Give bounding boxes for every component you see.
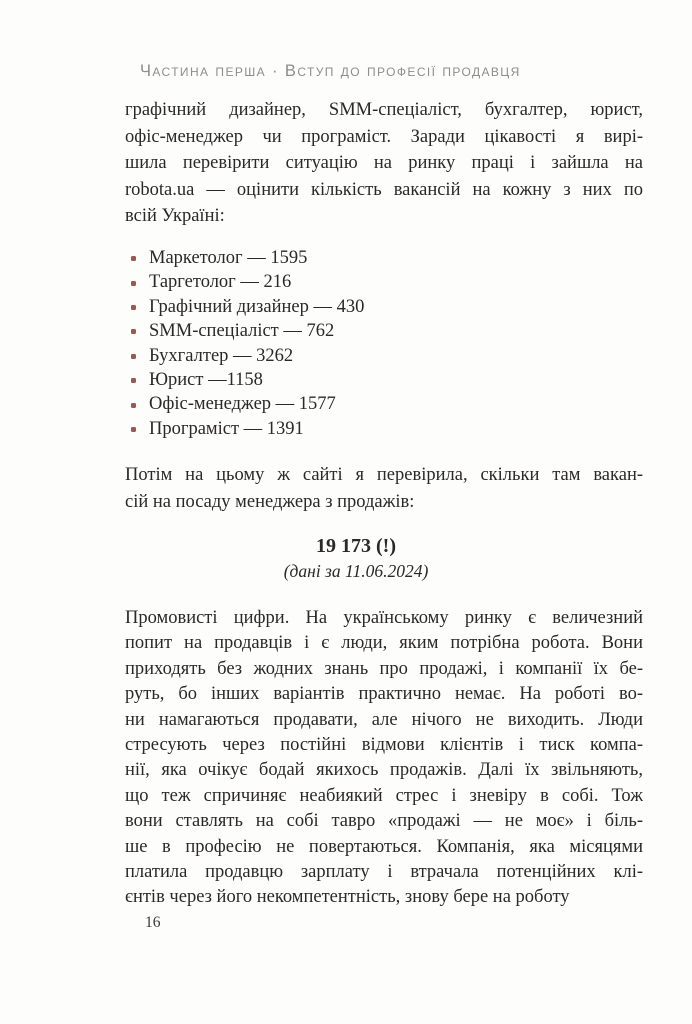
vacancy-item-label: Маркетолог — 1595 bbox=[149, 248, 308, 268]
bullet-icon bbox=[131, 427, 136, 432]
bullet-icon bbox=[131, 378, 136, 383]
text-line: попит на продавців і є люди, яким потрібна робота. Вони bbox=[125, 633, 643, 654]
vacancy-list bbox=[131, 246, 631, 441]
vacancy-item-label: SMM-спеціаліст — 762 bbox=[149, 321, 335, 342]
vacancy-list-item bbox=[131, 246, 631, 270]
bullet-icon bbox=[131, 329, 136, 334]
text-line: шила перевірити ситуацію на ринку праці і зайшла на bbox=[125, 153, 643, 173]
vacancy-item-label: Бухгалтер — 3262 bbox=[149, 345, 294, 366]
stat-date-note: (дані за 11.06.2024) bbox=[283, 561, 429, 581]
vacancy-list-item bbox=[131, 319, 631, 343]
paragraph-intro bbox=[125, 97, 643, 230]
vacancy-count-stat: 19 173 (!) bbox=[316, 535, 396, 557]
text-line: єнтів через його некомпетентність, знову бере на роботу bbox=[125, 887, 570, 908]
paragraph-analysis bbox=[125, 606, 643, 911]
vacancy-list-item bbox=[131, 270, 631, 294]
text-line: офіс-менеджер чи програміст. Заради цікавості я вирі- bbox=[125, 126, 643, 147]
text-line: руть, бо інших варіантів практично немає. На роботі во- bbox=[125, 684, 643, 705]
text-line: платила продавцю зарплату і втрачала потенційних клі- bbox=[125, 862, 643, 883]
vacancy-list-item bbox=[131, 392, 631, 416]
running-header: Частина перша · Вступ до професії продавця bbox=[140, 62, 521, 80]
vacancy-list-item bbox=[131, 417, 631, 441]
vacancy-item-label: Графічний дизайнер — 430 bbox=[149, 296, 365, 317]
vacancy-item-label: Офіс-менеджер — 1577 bbox=[149, 394, 336, 415]
vacancy-list-item bbox=[131, 344, 631, 368]
bullet-icon bbox=[131, 256, 136, 261]
paragraph-followup bbox=[125, 462, 643, 515]
bullet-icon bbox=[131, 281, 136, 286]
vacancy-item-label: Програміст — 1391 bbox=[149, 418, 304, 439]
text-line: графічний дизайнер, SMM-спеціаліст, бухгалтер, юрист, bbox=[125, 100, 643, 120]
text-line: вони ставлять на собі тавро «продажі — не моє» і біль- bbox=[125, 811, 643, 832]
text-line: Потім на цьому ж сайті я перевірила, скільки там вакан- bbox=[125, 465, 643, 485]
bullet-icon bbox=[131, 354, 136, 359]
text-line: сій на посаду менеджера з продажів: bbox=[125, 491, 415, 512]
bullet-icon bbox=[131, 305, 136, 310]
bullet-icon bbox=[131, 403, 136, 408]
page-number: 16 bbox=[145, 914, 161, 931]
text-line: стресують через постійні відмови клієнтів і тиск компа- bbox=[125, 735, 643, 756]
text-line: robota.ua — оцінити кількість вакансій на кожну з них по bbox=[125, 179, 643, 200]
vacancy-item-label: Таргетолог — 216 bbox=[149, 272, 292, 293]
text-line: Промовисті цифри. На українському ринку є величезний bbox=[125, 608, 643, 628]
vacancy-item-label: Юрист —1158 bbox=[149, 370, 263, 391]
text-line: що теж спричиняє неабиякий стрес і зневіру в собі. Тож bbox=[125, 785, 643, 806]
text-line: всій Україні: bbox=[125, 206, 225, 226]
text-line: ни намагаються продавати, але нічого не виходить. Люди bbox=[125, 709, 643, 730]
text-line: ше в професію не повертаються. Компанія, яка місяцями bbox=[125, 836, 643, 857]
vacancy-list-item bbox=[131, 295, 631, 319]
text-line: приходять без жодних знань про продажі, і компанії їх бе- bbox=[125, 658, 643, 679]
text-line: нії, яка очікує бодай якихось продажів. Далі їх звільняють, bbox=[125, 760, 643, 781]
vacancy-list-item bbox=[131, 368, 631, 392]
